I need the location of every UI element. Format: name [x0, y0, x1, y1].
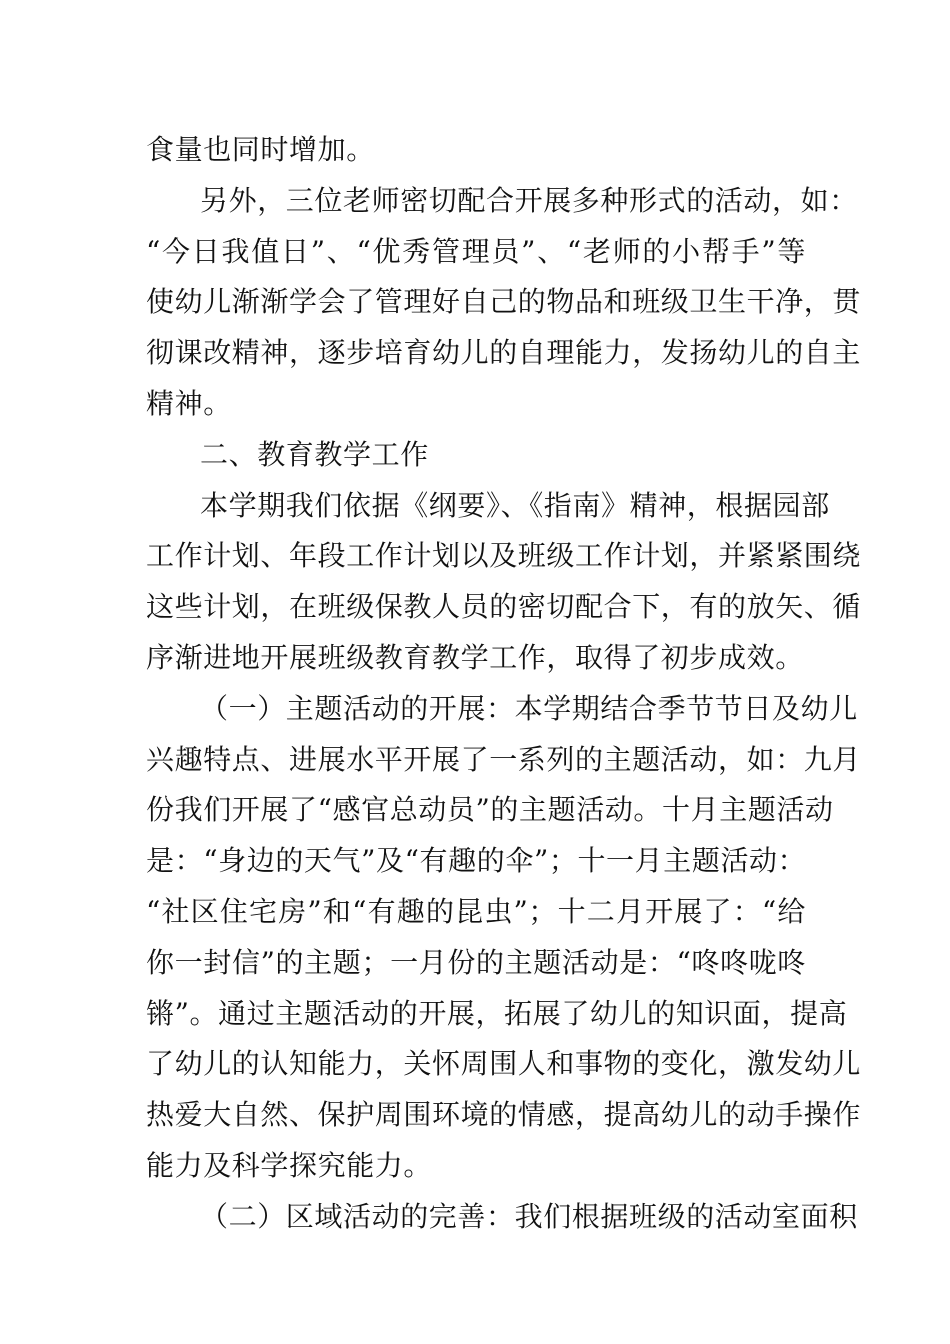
text-line: 彻课改精神，逐步培育幼儿的自理能力，发扬幼儿的自主: [146, 336, 862, 370]
text-line: 序渐进地开展班级教育教学工作，取得了初步成效。: [146, 640, 804, 674]
text-line: 你一封信”的主题；一月份的主题活动是：“咚咚咙咚: [146, 945, 806, 979]
paragraph-1: [146, 176, 862, 430]
text-line: （一）主题活动的开展：本学期结合季节节日及幼儿: [200, 691, 858, 725]
text-line: 这些计划，在班级保教人员的密切配合下，有的放矢、循: [146, 590, 862, 624]
paragraph-3: [146, 481, 862, 684]
text-line: 使幼儿渐渐学会了管理好自己的物品和班级卫生干净，贯: [146, 285, 862, 319]
text-line: 工作计划、年段工作计划以及班级工作计划，并紧紧围绕: [146, 539, 862, 573]
text-line: “今日我值日”、“优秀管理员”、“老师的小帮手”等: [146, 234, 806, 268]
text-line: 兴趣特点、进展水平开展了一系列的主题活动，如：九月: [146, 742, 862, 776]
text-line: “社区住宅房”和“有趣的昆虫”；十二月开展了：“给: [146, 894, 806, 928]
text-line: 锵”。通过主题活动的开展，拓展了幼儿的知识面，提高: [146, 996, 848, 1030]
paragraph-0: [146, 125, 806, 176]
text-line: 食量也同时增加。: [146, 133, 375, 166]
text-line: 了幼儿的认知能力，关怀周围人和事物的变化，激发幼儿: [146, 1047, 862, 1081]
text-line: 能力及科学探究能力。: [146, 1148, 433, 1182]
text-line: 是：“身边的天气”及“有趣的伞”；十一月主题活动：: [146, 844, 807, 878]
text-line: 热爱大自然、保护周围环境的情感，提高幼儿的动手操作: [146, 1098, 862, 1132]
text-line: 份我们开展了“感官总动员”的主题活动。十月主题活动: [146, 793, 834, 827]
text-line: 本学期我们依据《纲要》、《指南》精神，根据园部: [200, 488, 830, 522]
document-body: [146, 125, 862, 1243]
text-line: 二、教育教学工作: [200, 437, 429, 471]
text-line: 精神。: [146, 386, 232, 420]
paragraph-5: [146, 1192, 858, 1243]
text-line: 另外，三位老师密切配合开展多种形式的活动，如：: [200, 183, 858, 217]
text-line: （二）区域活动的完善：我们根据班级的活动室面积: [200, 1199, 858, 1233]
paragraph-2: [146, 430, 806, 481]
paragraph-4: [146, 684, 862, 1192]
